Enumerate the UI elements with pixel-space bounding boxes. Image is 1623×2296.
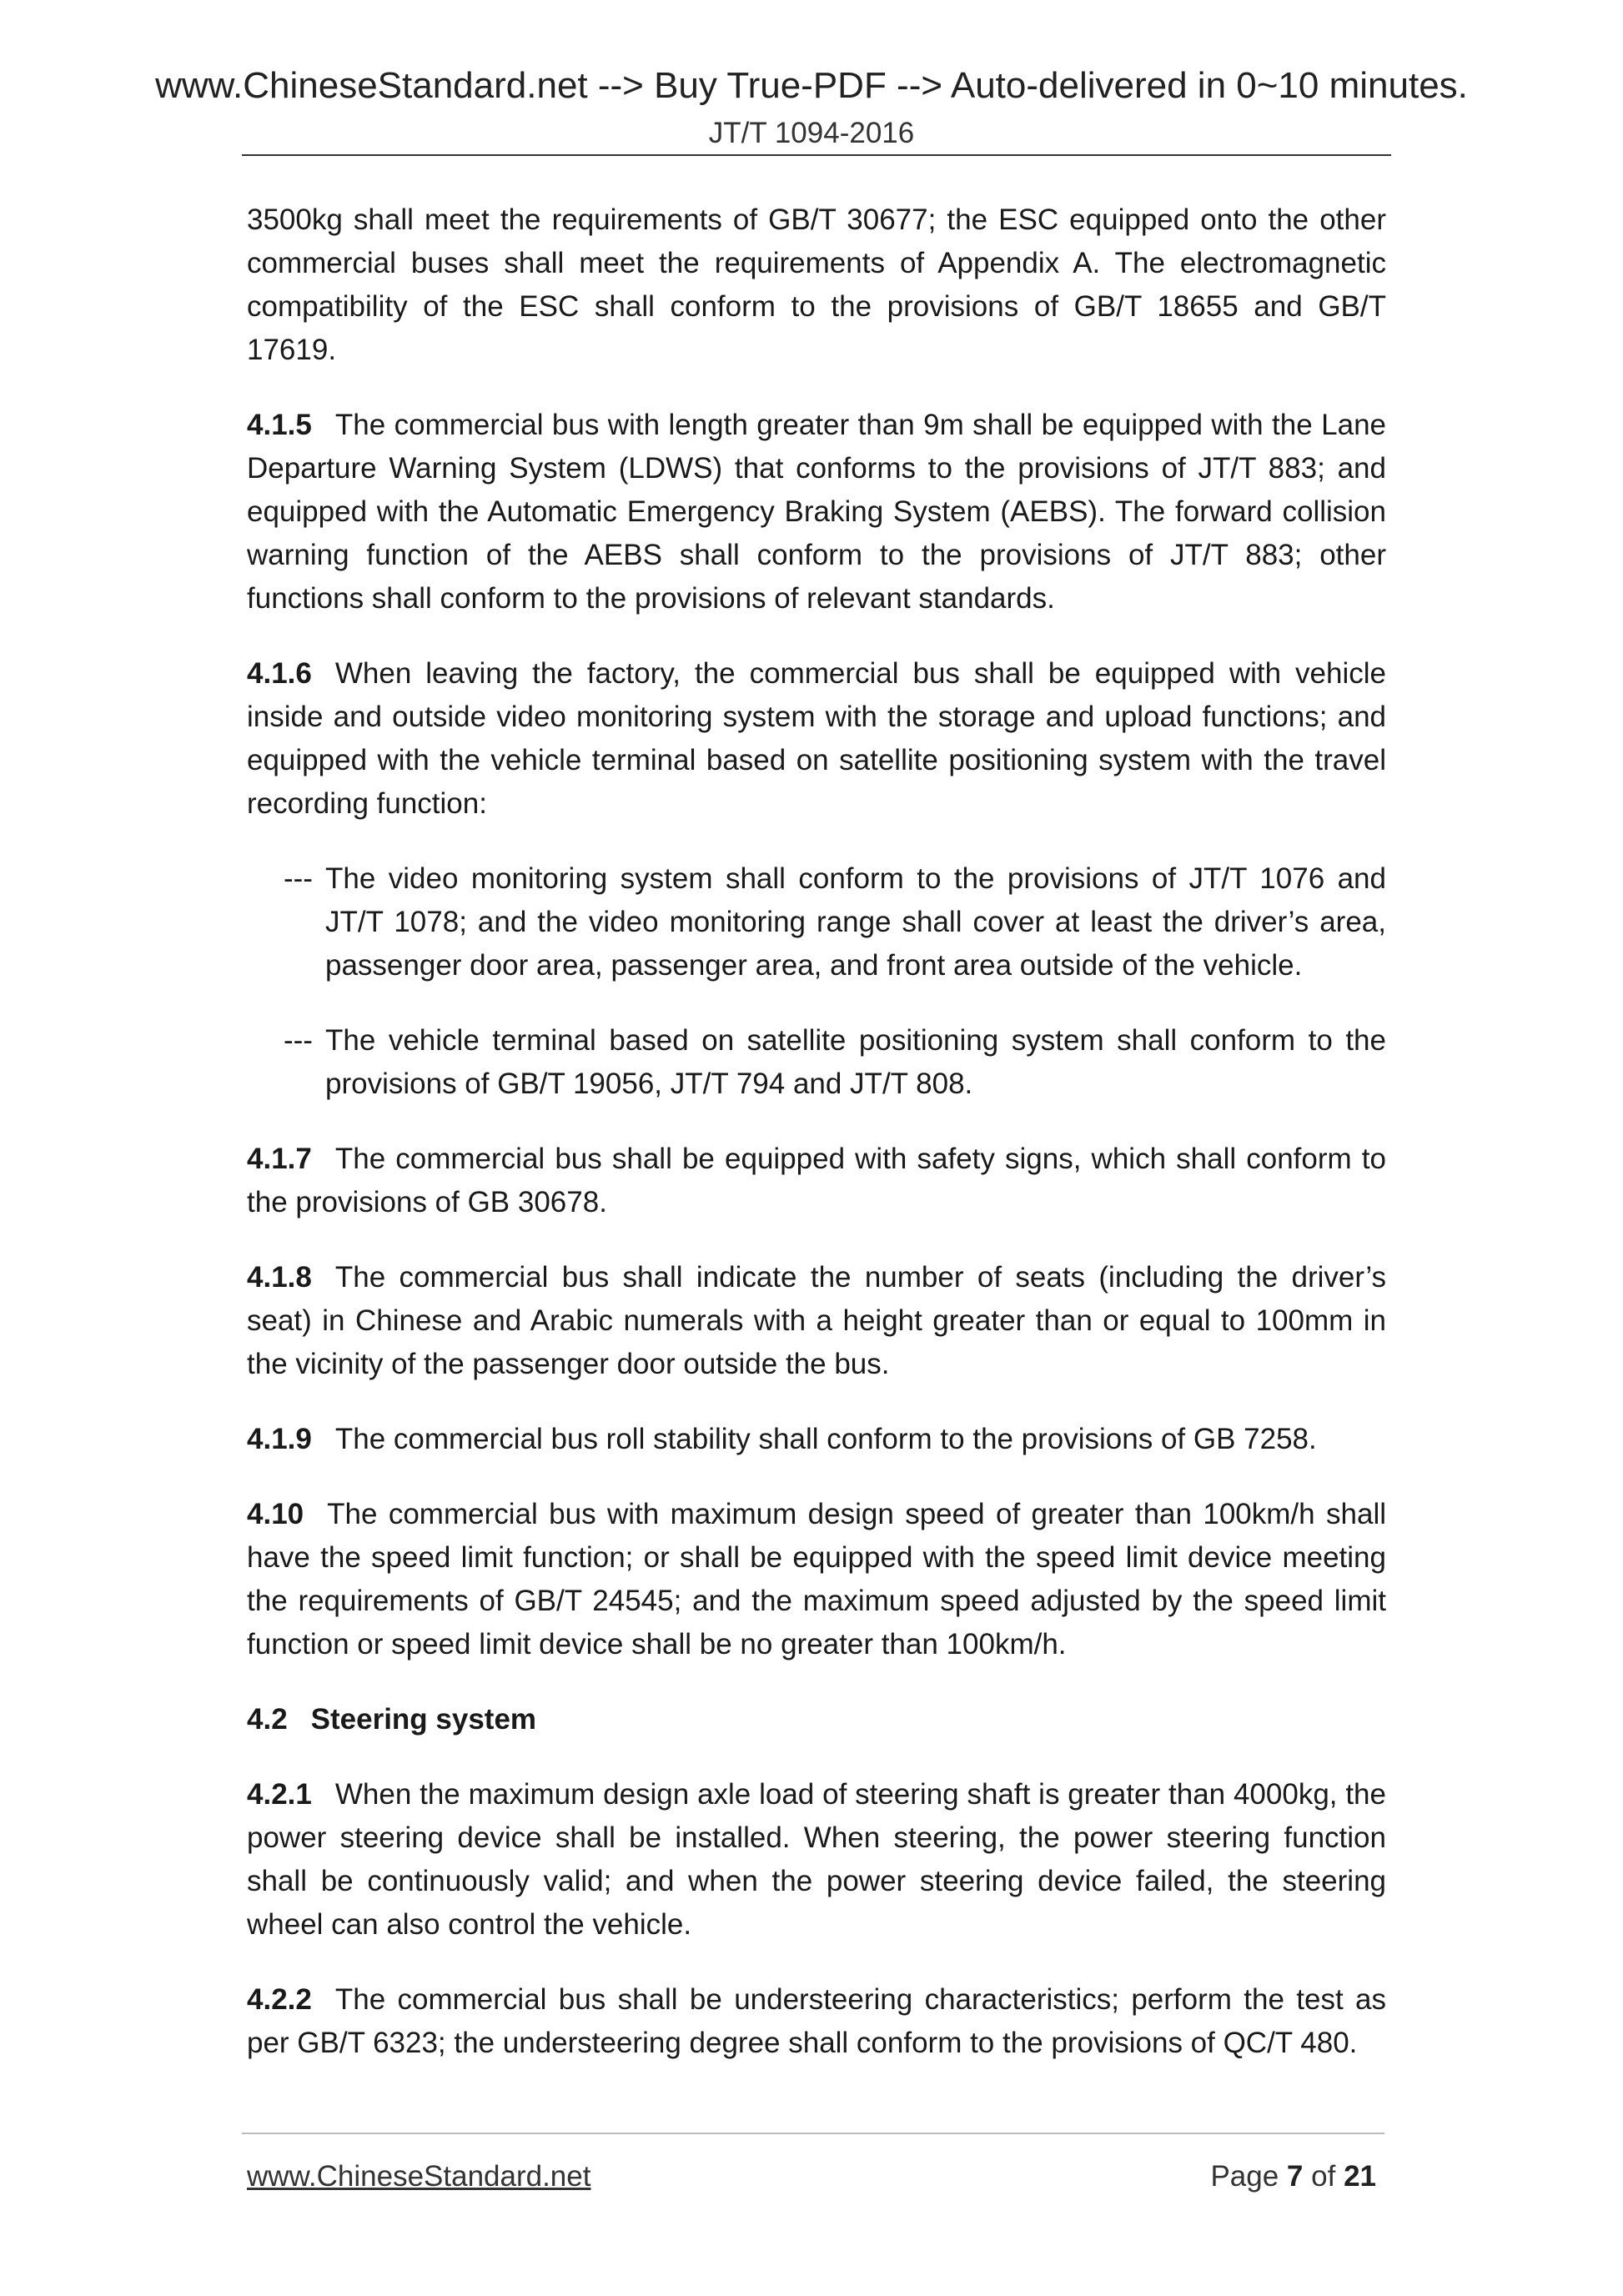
footer-website-link[interactable]: www.ChineseStandard.net bbox=[247, 2160, 591, 2193]
page-body bbox=[247, 198, 1386, 2097]
section-heading-4-2 bbox=[247, 1698, 1386, 1741]
clause-number: 4.1.6 bbox=[247, 657, 312, 690]
clause-text: When leaving the factory, the commercial bus shall be equipped with vehicle inside and outside video monitoring system with the storage and upload functions; and equipped with the vehicle terminal based on satellite positioning system with the travel recording function: bbox=[247, 657, 1386, 820]
clause-text: When the maximum design axle load of steering shaft is greater than 4000kg, the power steering device shall be installed. When steering, the power steering function shall be continuously valid; and when the power steering device failed, the steering wheel can also control the vehicle. bbox=[247, 1778, 1386, 1941]
section-title: Steering system bbox=[310, 1703, 537, 1736]
clause-text: The commercial bus with length greater than 9m shall be equipped with the Lane Departure Warning System (LDWS) that conforms to the provisions of JT/T 883; and equipped with the Automatic Emergency Braking System (AEBS). The forward collision warning function of the AEBS shall conform to the provisions of JT/T 883; other functions shall conform to the provisions of relevant standards. bbox=[247, 409, 1386, 615]
clause-number: 4.10 bbox=[247, 1498, 304, 1530]
clause-number: 4.1.7 bbox=[247, 1143, 312, 1175]
page-label: Page bbox=[1210, 2160, 1279, 2193]
bullet-dash: --- bbox=[284, 1024, 313, 1057]
page-total: 21 bbox=[1344, 2160, 1376, 2193]
clause-number: 4.1.5 bbox=[247, 409, 312, 441]
clause-4-1-5 bbox=[247, 404, 1386, 620]
section-number: 4.2 bbox=[247, 1703, 288, 1736]
document-id: JT/T 1094-2016 bbox=[708, 117, 915, 149]
clause-4-1-8 bbox=[247, 1256, 1386, 1386]
clause-4-1-6 bbox=[247, 652, 1386, 826]
clause-text: The commercial bus with maximum design speed of greater than 100km/h shall have the speed limit function; or shall be equipped with the speed limit device meeting the requirements of GB/T 24545; and the maximum speed adjusted by the speed limit function or speed limit device shall be no greater than 100km/h. bbox=[247, 1498, 1386, 1660]
header-divider bbox=[242, 154, 1391, 156]
clause-4-2-1 bbox=[247, 1773, 1386, 1947]
header-banner: www.ChineseStandard.net --> Buy True-PDF --> Auto-delivered in 0~10 minutes. bbox=[155, 65, 1468, 106]
clause-text: The commercial bus shall be understeering characteristics; perform the test as per GB/T 6323; the understeering degree shall conform to the provisions of QC/T 480. bbox=[247, 1983, 1386, 2059]
clause-text: The commercial bus shall be equipped with safety signs, which shall conform to the provisions of GB 30678. bbox=[247, 1143, 1386, 1218]
bullet-dash: --- bbox=[284, 862, 313, 895]
clause-number: 4.2.1 bbox=[247, 1778, 312, 1811]
clause-text: The commercial bus roll stability shall conform to the provisions of GB 7258. bbox=[334, 1423, 1317, 1455]
clause-number: 4.1.8 bbox=[247, 1261, 312, 1294]
bullet-item-vehicle-terminal bbox=[247, 1019, 1386, 1106]
clause-4-10 bbox=[247, 1493, 1386, 1666]
bullet-text: The video monitoring system shall conform to the provisions of JT/T 1076 and JT/T 1078; and the video monitoring range shall cover at least the driver’s area, passenger door area, passenger area, and front area outside of the vehicle. bbox=[325, 862, 1386, 982]
clause-text: The commercial bus shall indicate the number of seats (including the driver’s seat) in Chinese and Arabic numerals with a height greater than or equal to 100mm in the vicinity of the passenger door outside the bus. bbox=[247, 1261, 1386, 1380]
bullet-text: The vehicle terminal based on satellite positioning system shall conform to the provisions of GB/T 19056, JT/T 794 and JT/T 808. bbox=[325, 1024, 1386, 1100]
footer-divider bbox=[242, 2133, 1384, 2134]
page-number bbox=[1210, 2160, 1376, 2193]
page-current: 7 bbox=[1286, 2160, 1304, 2193]
clause-number: 4.2.2 bbox=[247, 1983, 312, 2016]
clause-number: 4.1.9 bbox=[247, 1423, 312, 1455]
clause-4-1-9 bbox=[247, 1418, 1386, 1461]
bullet-item-video-monitoring bbox=[247, 857, 1386, 987]
paragraph-continued: 3500kg shall meet the requirements of GB/T 30677; the ESC equipped onto the other commercial buses shall meet the requirements of Appendix A. The electromagnetic compatibility of the ESC shall conform to the provisions of GB/T 18655 and GB/T 17619. bbox=[247, 203, 1386, 366]
page-of: of bbox=[1311, 2160, 1336, 2193]
clause-4-1-7 bbox=[247, 1138, 1386, 1224]
clause-4-2-2 bbox=[247, 1978, 1386, 2065]
